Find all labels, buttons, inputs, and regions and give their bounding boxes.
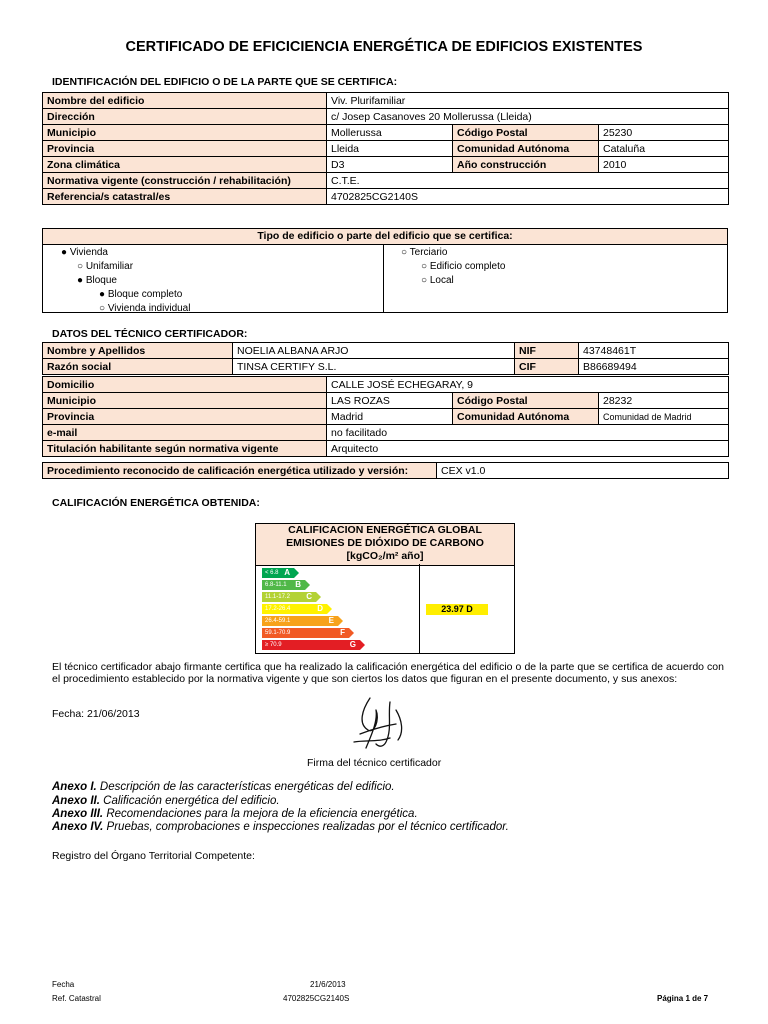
energy-band-arrow: [305, 580, 310, 590]
label-cif: CIF: [515, 359, 579, 375]
value-titulacion: Arquitecto: [327, 441, 729, 457]
anexo-1: [52, 781, 395, 793]
energy-band-letter: F: [340, 628, 345, 637]
energy-band-letter: E: [328, 616, 334, 625]
certification-date: Fecha: 21/06/2013: [52, 708, 140, 720]
energy-band-arrow: [360, 640, 365, 650]
label-nombre-apellidos: Nombre y Apellidos: [43, 343, 233, 359]
energy-band-range: 11.1-17.2: [265, 594, 290, 600]
label-domicilio: Domicilio: [43, 377, 327, 393]
tipo-box: [42, 244, 728, 313]
section-heading-tecnico: DATOS DEL TÉCNICO CERTIFICADOR:: [52, 328, 248, 340]
energy-band-e: [262, 616, 338, 626]
energy-band-letter: D: [317, 604, 323, 613]
label-direccion: Dirección: [43, 109, 327, 125]
option-local: ○ Local: [421, 275, 454, 286]
label-tecnico-provincia: Provincia: [43, 409, 327, 425]
rating-header-line3: [kgCO₂/m² año]: [346, 550, 424, 562]
anexo-1-label: Anexo I.: [52, 781, 97, 793]
value-procedimiento: CEX v1.0: [437, 463, 729, 479]
footer-ref: 4702825CG2140S: [283, 994, 350, 1003]
value-tecnico-codigo-postal: 28232: [599, 393, 729, 409]
signature-image: [340, 690, 420, 756]
label-municipio: Municipio: [43, 125, 327, 141]
option-bloque: ● Bloque: [77, 275, 117, 286]
label-anio-construccion: Año construcción: [453, 157, 599, 173]
label-codigo-postal: Código Postal: [453, 125, 599, 141]
energy-band-letter: B: [295, 580, 301, 589]
option-vivienda: ● Vivienda: [61, 247, 108, 258]
rating-header-line1: CALIFICACION ENERGÉTICA GLOBAL: [288, 524, 482, 536]
registro-organo: Registro del Órgano Territorial Competente:: [52, 850, 255, 862]
value-provincia: Lleida: [327, 141, 453, 157]
energy-band-a: [262, 568, 294, 578]
anexo-3-text: Recomendaciones para la mejora de la eficiencia energética.: [103, 808, 418, 820]
energy-band-letter: G: [349, 640, 356, 649]
anexo-2-text: Calificación energética del edificio.: [99, 795, 280, 807]
value-tecnico-municipio: LAS ROZAS: [327, 393, 453, 409]
label-referencia-catastral: Referencia/s catastral/es: [43, 189, 327, 205]
anexo-3-label: Anexo III.: [52, 808, 104, 820]
energy-band-range: 17.2-26.4: [265, 606, 291, 612]
tipo-divider: [383, 244, 384, 312]
energy-band-arrow: [338, 616, 343, 626]
label-titulacion: Titulación habilitante según normativa vigente: [43, 441, 327, 457]
energy-band-b: [262, 580, 305, 590]
value-nif: 43748461T: [579, 343, 729, 359]
energy-band-range: 26.4-59.1: [265, 618, 291, 624]
value-referencia-catastral: 4702825CG2140S: [327, 189, 729, 205]
rating-divider: [419, 564, 420, 653]
certification-paragraph: El técnico certificador abajo firmante certifica que ha realizado la calificación energética del edificio o de la parte que se certifica de acuerdo con el procedimiento establecido por la normativa vigente y que son ciertos los datos que figuran en el presente documento, y sus anexos:: [52, 661, 724, 685]
anexo-1-text: Descripción de las características energéticas del edificio.: [96, 781, 395, 793]
value-domicilio: CALLE JOSÉ ECHEGARAY, 9: [327, 377, 729, 393]
anexo-2-label: Anexo II.: [52, 795, 100, 807]
label-zona-climatica: Zona climática: [43, 157, 327, 173]
value-zona-climatica: D3: [327, 157, 453, 173]
building-table: [42, 92, 729, 205]
rating-scale-area: [255, 564, 515, 654]
label-email: e-mail: [43, 425, 327, 441]
anexo-4-text: Pruebas, comprobaciones e inspecciones realizadas por el técnico certificador.: [103, 821, 509, 833]
energy-band-arrow: [316, 592, 321, 602]
page-title: CERTIFICADO DE EFICICIENCIA ENERGÉTICA DE EDIFICIOS EXISTENTES: [125, 39, 643, 55]
label-provincia: Provincia: [43, 141, 327, 157]
signature-caption: Firma del técnico certificador: [307, 757, 442, 769]
anexo-2: [52, 795, 280, 807]
value-cif: B86689494: [579, 359, 729, 375]
value-normativa: C.T.E.: [327, 173, 729, 189]
option-vivienda-individual: ○ Vivienda individual: [99, 303, 191, 314]
footer-page-number: Página 1 de 7: [657, 994, 709, 1003]
energy-band-f: [262, 628, 349, 638]
label-nif: NIF: [515, 343, 579, 359]
value-tecnico-provincia: Madrid: [327, 409, 453, 425]
footer-fecha-label: Fecha: [52, 980, 75, 989]
option-bloque-completo: ● Bloque completo: [99, 289, 183, 300]
option-edificio-completo: ○ Edificio completo: [421, 261, 506, 272]
energy-band-letter: C: [306, 592, 312, 601]
energy-band-arrow: [349, 628, 354, 638]
energy-band-arrow: [327, 604, 332, 614]
energy-band-range: < 6.8: [265, 570, 279, 576]
energy-band-range: 59.1-70.9: [265, 630, 291, 636]
section-heading-calificacion: CALIFICACIÓN ENERGÉTICA OBTENIDA:: [52, 497, 260, 509]
energy-band-c: [262, 592, 316, 602]
value-municipio: Mollerussa: [327, 125, 453, 141]
value-razon-social: TINSA CERTIFY S.L.: [233, 359, 515, 375]
energy-band-letter: A: [284, 568, 290, 577]
option-unifamiliar: ○ Unifamiliar: [77, 261, 134, 272]
tecnico-table-a: [42, 342, 729, 375]
rating-result: 23.97 D: [426, 604, 488, 615]
value-anio-construccion: 2010: [599, 157, 729, 173]
value-direccion: c/ Josep Casanoves 20 Mollerussa (Lleida): [327, 109, 729, 125]
rating-header-line2: EMISIONES DE DIÓXIDO DE CARBONO: [286, 537, 484, 549]
value-email: no facilitado: [327, 425, 729, 441]
label-tecnico-codigo-postal: Código Postal: [453, 393, 599, 409]
label-normativa: Normativa vigente (construcción / rehabilitación): [43, 173, 327, 189]
value-codigo-postal: 25230: [599, 125, 729, 141]
tipo-heading: Tipo de edificio o parte del edificio que se certifica:: [42, 228, 728, 245]
label-nombre-edificio: Nombre del edificio: [43, 93, 327, 109]
anexo-4: [52, 821, 509, 833]
footer-fecha: 21/6/2013: [310, 980, 346, 989]
anexo-3: [52, 808, 418, 820]
option-terciario: ○ Terciario: [401, 247, 448, 258]
anexo-4-label: Anexo IV.: [52, 821, 104, 833]
label-razon-social: Razón social: [43, 359, 233, 375]
label-tecnico-comunidad: Comunidad Autónoma: [453, 409, 599, 425]
label-tecnico-municipio: Municipio: [43, 393, 327, 409]
tecnico-table-c: [42, 462, 729, 479]
value-nombre-apellidos: NOELIA ALBANA ARJO: [233, 343, 515, 359]
energy-band-range: ≥ 70.9: [265, 642, 282, 648]
energy-band-d: [262, 604, 327, 614]
value-comunidad: Cataluña: [599, 141, 729, 157]
section-heading-identificacion: IDENTIFICACIÓN DEL EDIFICIO O DE LA PARTE QUE SE CERTIFICA:: [52, 76, 398, 88]
energy-band-g: [262, 640, 360, 650]
energy-band-range: 6.8-11.1: [265, 582, 287, 588]
value-tecnico-comunidad: Comunidad de Madrid: [599, 409, 729, 425]
value-nombre-edificio: Viv. Plurifamiliar: [327, 93, 729, 109]
label-procedimiento: Procedimiento reconocido de calificación energética utilizado y versión:: [43, 463, 437, 479]
energy-band-arrow: [294, 568, 299, 578]
label-comunidad: Comunidad Autónoma: [453, 141, 599, 157]
rating-header: [255, 523, 515, 566]
footer-ref-label: Ref. Catastral: [52, 994, 101, 1003]
tecnico-table-b: [42, 376, 729, 457]
